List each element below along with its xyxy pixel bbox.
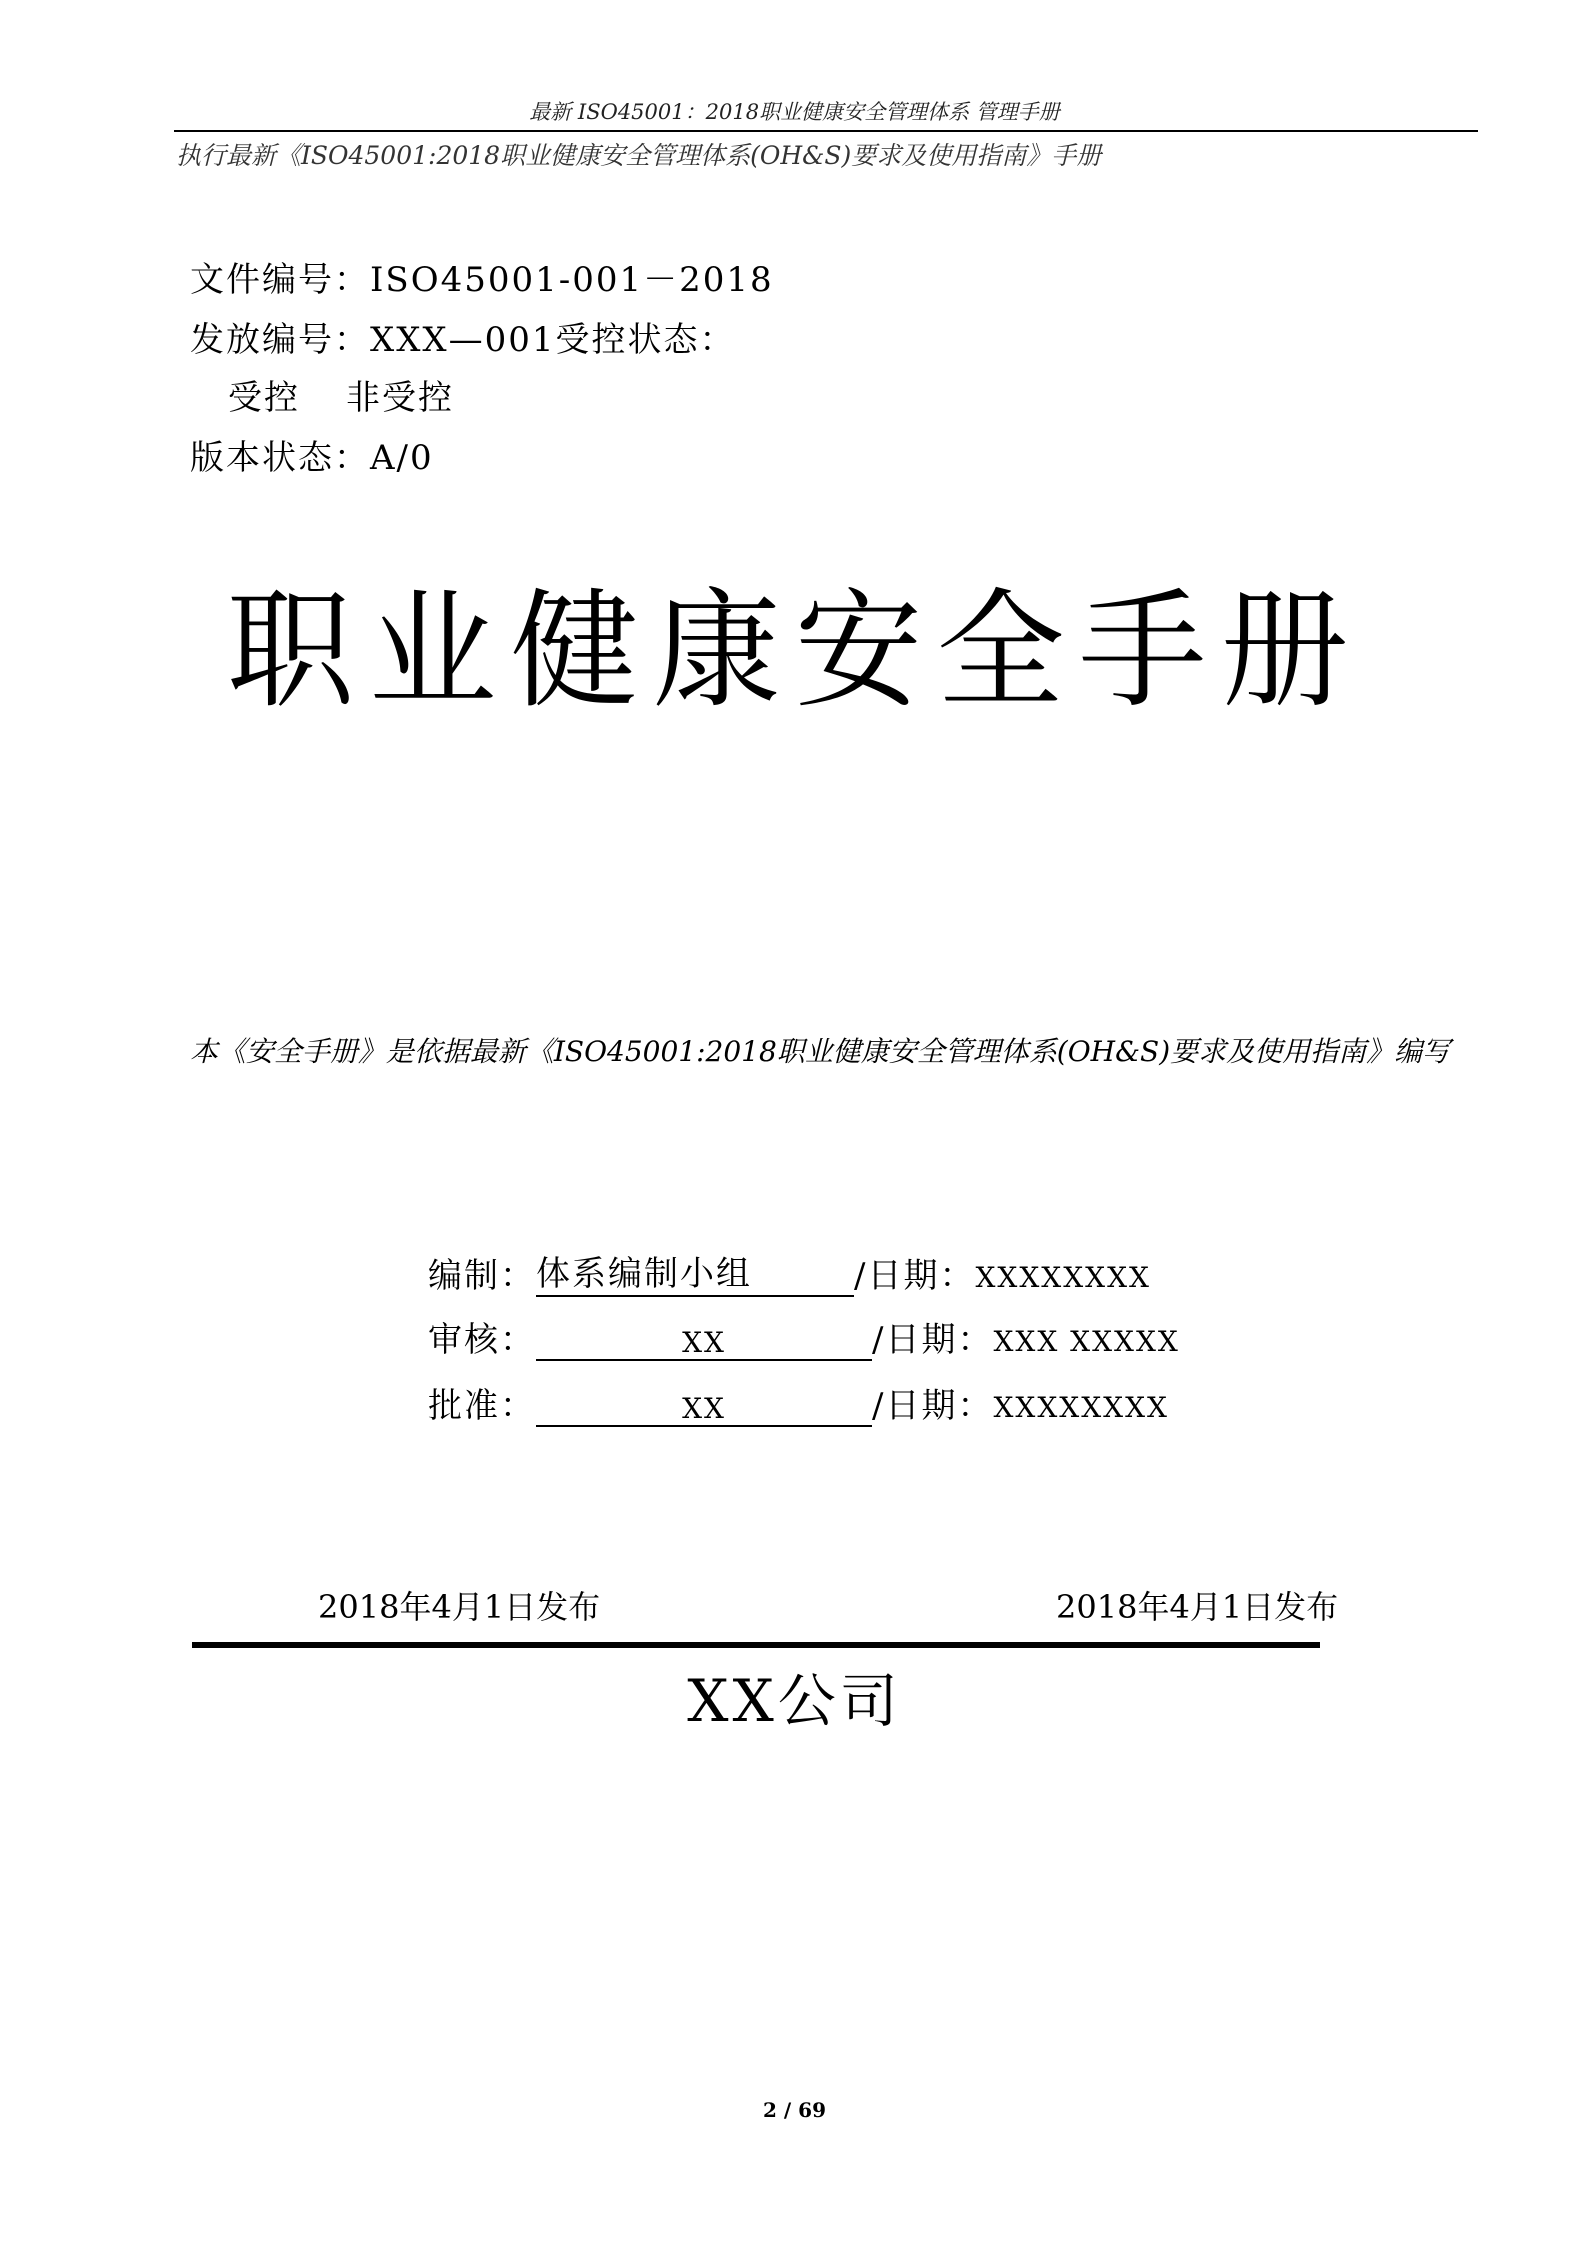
header-subtitle: 执行最新《ISO45001:2018职业健康安全管理体系(OH&S)要求及使用指南》手册 xyxy=(176,141,1102,170)
issue-number-value: XXX—001受控状态： xyxy=(370,320,736,360)
approved-label: 批准： xyxy=(428,1386,536,1426)
version-value: A/0 xyxy=(370,438,434,478)
basis-statement: 本《安全手册》是依据最新《ISO45001:2018职业健康安全管理体系(OH&S)要求及使用指南》编写 xyxy=(189,1035,1451,1068)
prepared-value: 体系编制小组 xyxy=(536,1246,854,1297)
reviewed-date-label: /日期： xyxy=(872,1320,994,1360)
document-number xyxy=(190,252,774,301)
company-name: XX公司 xyxy=(687,1667,902,1735)
reviewed-date-value: XXX XXXXX xyxy=(993,1325,1180,1358)
approved-date-value: XXXXXXXX xyxy=(993,1391,1169,1424)
reviewed-row xyxy=(428,1312,1180,1361)
release-date-right: 2018年4月1日发布 xyxy=(1056,1588,1339,1626)
approved-date-label: /日期： xyxy=(872,1386,994,1426)
document-number-label: 文件编号： xyxy=(190,260,370,300)
running-header: 最新 ISO45001：2018职业健康安全管理体系 管理手册 xyxy=(529,100,1060,124)
prepared-date-label: /日期： xyxy=(854,1256,976,1296)
document-title: 职业健康安全手册 xyxy=(226,577,1363,726)
version-label: 版本状态： xyxy=(190,438,370,478)
page-number: 2 / 69 xyxy=(763,2098,826,2122)
approved-row xyxy=(428,1378,1169,1427)
prepared-row xyxy=(428,1246,1151,1297)
issue-number-label: 发放编号： xyxy=(190,320,370,360)
reviewed-value: XX xyxy=(536,1326,872,1361)
prepared-date-value: XXXXXXXX xyxy=(975,1261,1151,1294)
header-divider xyxy=(174,130,1478,132)
control-status-options xyxy=(228,370,454,419)
version-status xyxy=(190,430,434,479)
control-controlled: 受控 xyxy=(228,378,300,418)
issue-number xyxy=(190,312,736,361)
control-uncontrolled: 非受控 xyxy=(346,378,454,418)
document-number-value: ISO45001-001－2018 xyxy=(370,260,774,300)
release-date-left: 2018年4月1日发布 xyxy=(318,1588,601,1626)
prepared-label: 编制： xyxy=(428,1256,536,1296)
release-divider xyxy=(192,1642,1320,1648)
approved-value: XX xyxy=(536,1392,872,1427)
reviewed-label: 审核： xyxy=(428,1320,536,1360)
